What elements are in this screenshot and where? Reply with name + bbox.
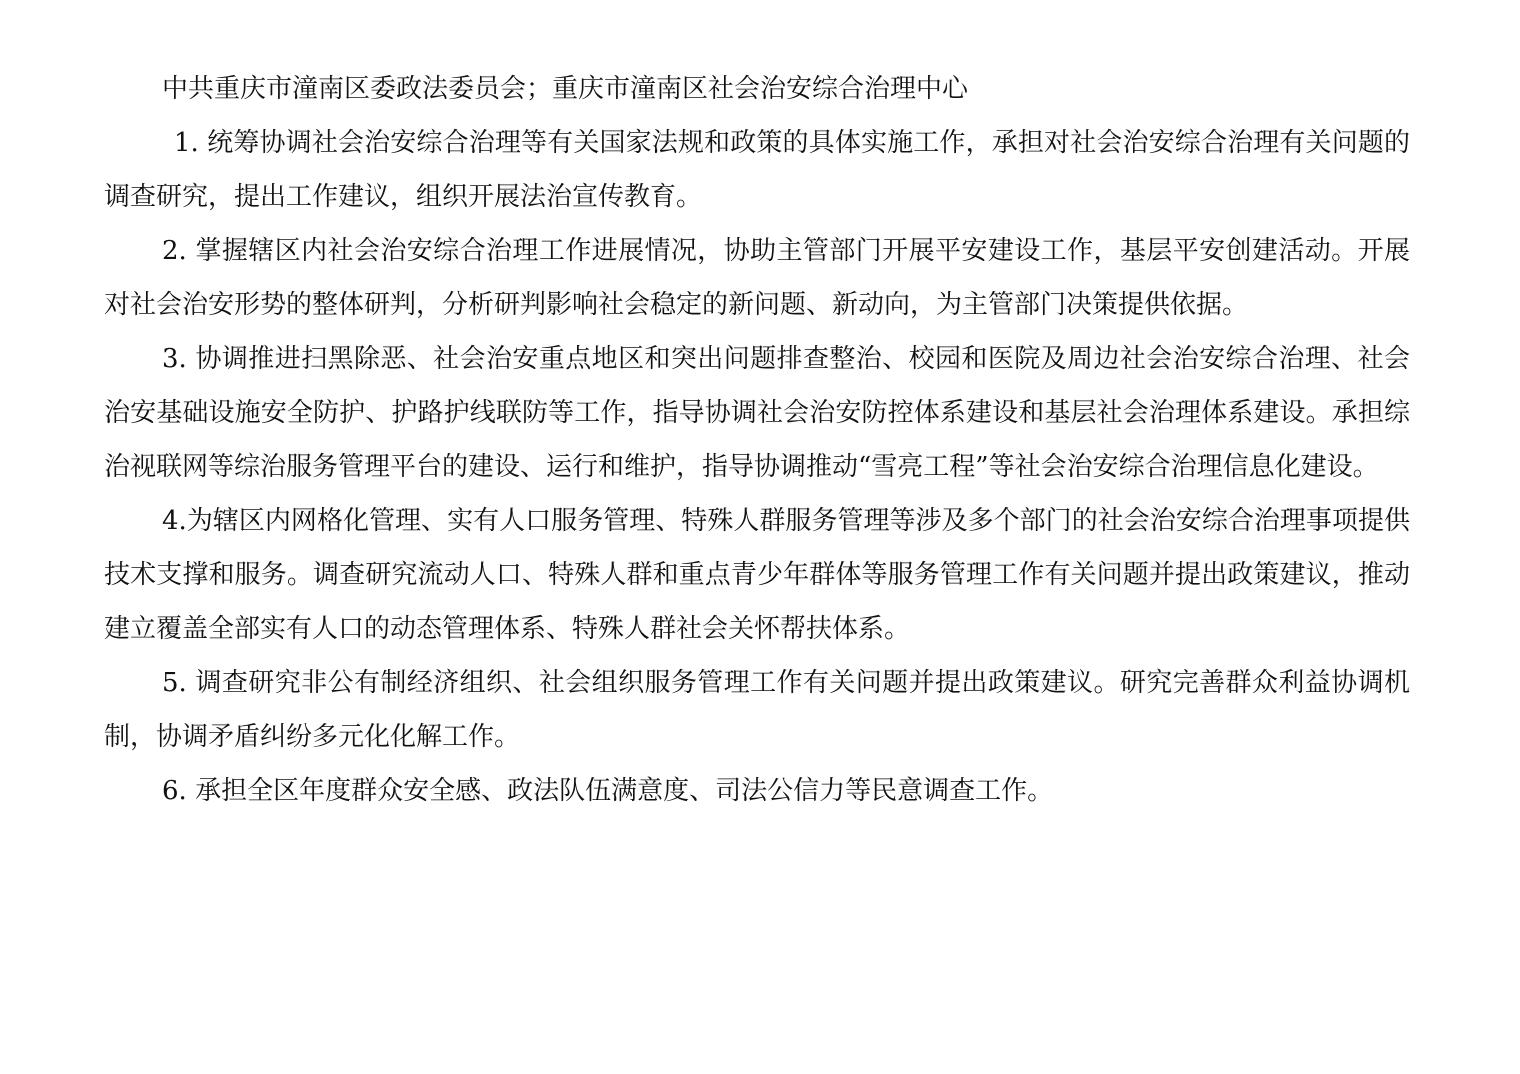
paragraph-item-2: 2. 掌握辖区内社会治安综合治理工作进展情况，协助主管部门开展平安建设工作，基层平安创建活动。开展对社会治安形势的整体研判，分析研判影响社会稳定的新问题、新动向，为主管部门决策提供依据。: [104, 236, 1410, 320]
header-line: 中共重庆市潼南区委政法委员会；重庆市潼南区社会治安综合治理中心: [162, 74, 969, 104]
paragraph-item-5: 5. 调查研究非公有制经济组织、社会组织服务管理工作有关问题并提出政策建议。研究完善群众利益协调机制，协调矛盾纠纷多元化化解工作。: [104, 668, 1410, 752]
paragraph-item-3: 3. 协调推进扫黑除恶、社会治安重点地区和突出问题排查整治、校园和医院及周边社会治安综合治理、社会治安基础设施安全防护、护路护线联防等工作，指导协调社会治安防控体系建设和基层社会治理体系建设。承担综治视联网等综治服务管理平台的建设、运行和维护，指导协调推动“雪亮工程”等社会治安综合治理信息化建设。: [104, 344, 1410, 482]
paragraph-item-1: 1. 统筹协调社会治安综合治理等有关国家法规和政策的具体实施工作，承担对社会治安综合治理有关问题的调查研究，提出工作建议，组织开展法治宣传教育。: [104, 128, 1410, 212]
document-body: [104, 62, 1410, 818]
paragraph-item-6: 6. 承担全区年度群众安全感、政法队伍满意度、司法公信力等民意调查工作。: [162, 776, 1054, 806]
paragraph-item-4: 4.为辖区内网格化管理、实有人口服务管理、特殊人群服务管理等涉及多个部门的社会治安综合治理事项提供技术支撑和服务。调查研究流动人口、特殊人群和重点青少年群体等服务管理工作有关问题并提出政策建议，推动建立覆盖全部实有人口的动态管理体系、特殊人群社会关怀帮扶体系。: [104, 506, 1410, 644]
